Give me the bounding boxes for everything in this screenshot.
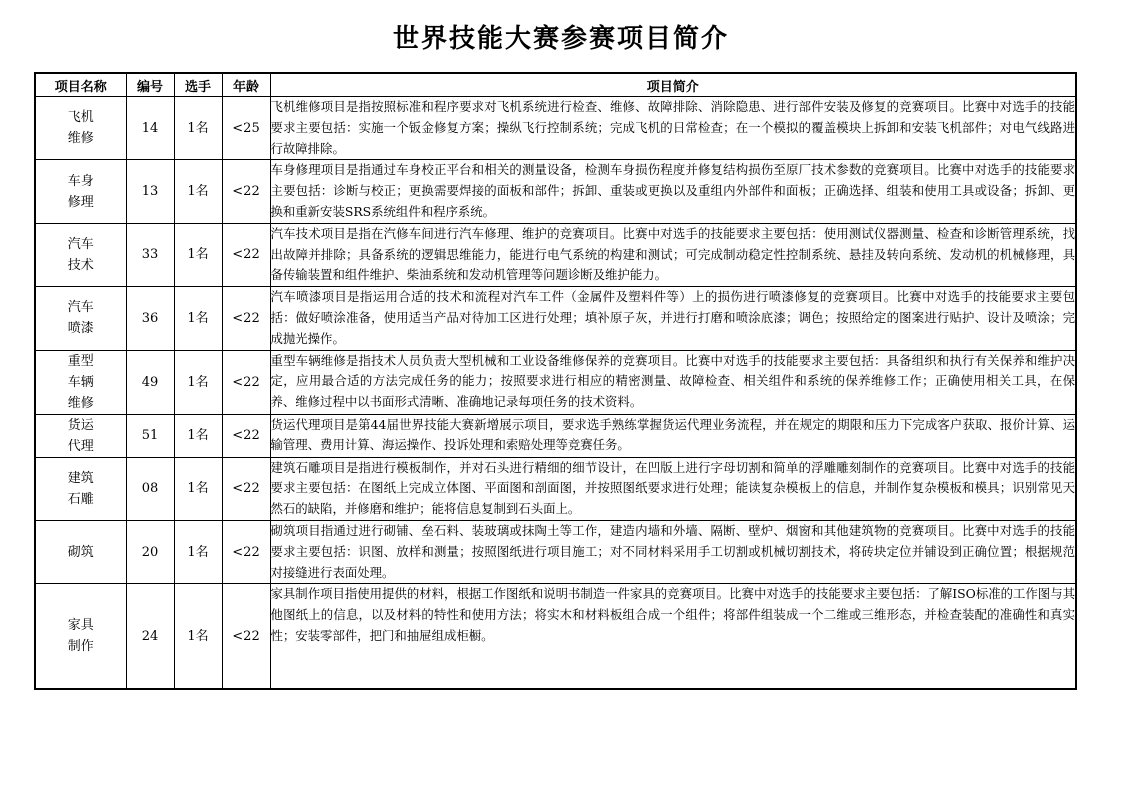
project-number: 49 <box>126 350 174 414</box>
project-name: 重型车辆维修 <box>67 353 94 411</box>
project-name: 汽车喷漆 <box>67 300 94 337</box>
project-description: 车身修理项目是指通过车身校正平台和相关的测量设备，检测车身损伤程度并修复结构损伤至原厂技术参数的竞赛项目。比赛中对选手的技能要求主要包括：诊断与校正；更换需要焊接的面板和部件；拆卸、重装或更换以及重组内外部件和面板；正确选择、组装和使用工具或设备；拆卸、更换和重新安装SRS系统组件和程序系统。 <box>270 160 1076 223</box>
header-description: 项目简介 <box>270 73 1076 97</box>
project-name-cell <box>35 350 126 414</box>
table-row <box>35 520 1076 583</box>
project-name: 车身修理 <box>67 173 94 210</box>
header-age: 年龄 <box>222 73 270 97</box>
project-name: 建筑石雕 <box>67 470 94 507</box>
age-limit: <22 <box>222 414 270 457</box>
age-limit: <22 <box>222 223 270 286</box>
competitor-count: 1名 <box>174 520 222 583</box>
project-description: 飞机维修项目是指按照标准和程序要求对飞机系统进行检查、维修、故障排除、消除隐患、进行部件安装及修复的竞赛项目。比赛中对选手的技能要求主要包括：实施一个钣金修复方案；操纵飞行控制系统；完成飞机的日常检查；在一个模拟的覆盖模块上拆卸和安装飞机部件；对电气线路进行故障排除。 <box>270 97 1076 160</box>
project-number: 14 <box>126 97 174 160</box>
header-name: 项目名称 <box>35 73 126 97</box>
header-number: 编号 <box>126 73 174 97</box>
table-row <box>35 457 1076 520</box>
age-limit: <22 <box>222 457 270 520</box>
project-name-cell <box>35 457 126 520</box>
age-limit: <22 <box>222 287 270 350</box>
project-name: 汽车技术 <box>67 236 94 273</box>
table-row <box>35 584 1076 689</box>
table-row <box>35 97 1076 160</box>
competitor-count: 1名 <box>174 584 222 689</box>
header-competitors: 选手 <box>174 73 222 97</box>
age-limit: <22 <box>222 350 270 414</box>
age-limit: <25 <box>222 97 270 160</box>
project-description: 汽车喷漆项目是指运用合适的技术和流程对汽车工件（金属件及塑料件等）上的损伤进行喷漆修复的竞赛项目。比赛中对选手的技能要求主要包括：做好喷涂准备，使用适当产品对待加工区进行处理；填补原子灰，并进行打磨和喷涂底漆；调色；按照给定的图案进行贴护、设计及喷涂；完成抛光操作。 <box>270 287 1076 350</box>
project-description: 重型车辆维修是指技术人员负责大型机械和工业设备维修保养的竞赛项目。比赛中对选手的技能要求主要包括：具备组织和执行有关保养和维护决定，应用最合适的方法完成任务的能力；按照要求进行相应的精密测量、故障检查、相关组件和系统的保养维修工作；正确使用相关工具，在保养、维修过程中以书面形式清晰、准确地记录每项任务的技术资料。 <box>270 350 1076 414</box>
project-number: 13 <box>126 160 174 223</box>
project-number: 24 <box>126 584 174 689</box>
project-number: 20 <box>126 520 174 583</box>
project-number: 33 <box>126 223 174 286</box>
project-name-cell <box>35 520 126 583</box>
project-name-cell <box>35 414 126 457</box>
skills-table <box>34 72 1077 690</box>
project-name: 飞机维修 <box>67 110 94 147</box>
project-name-cell <box>35 160 126 223</box>
table-row <box>35 350 1076 414</box>
project-number: 51 <box>126 414 174 457</box>
competitor-count: 1名 <box>174 160 222 223</box>
page-title: 世界技能大赛参赛项目简介 <box>392 24 729 54</box>
age-limit: <22 <box>222 584 270 689</box>
competitor-count: 1名 <box>174 350 222 414</box>
table-row <box>35 287 1076 350</box>
competitor-count: 1名 <box>174 223 222 286</box>
project-number: 36 <box>126 287 174 350</box>
project-description: 货运代理项目是第44届世界技能大赛新增展示项目，要求选手熟练掌握货运代理业务流程，并在规定的期限和压力下完成客户获取、报价计算、运输管理、费用计算、海运操作、投诉处理和索赔处理等竞赛任务。 <box>270 414 1076 457</box>
project-name: 货运代理 <box>67 417 94 454</box>
table-header-row <box>35 73 1076 97</box>
age-limit: <22 <box>222 520 270 583</box>
project-name-cell <box>35 223 126 286</box>
table-row <box>35 414 1076 457</box>
project-name-cell <box>35 584 126 689</box>
project-name-cell <box>35 97 126 160</box>
project-description: 建筑石雕项目是指进行模板制作，并对石头进行精细的细节设计，在凹版上进行字母切割和简单的浮雕雕刻制作的竞赛项目。比赛中对选手的技能要求主要包括：在图纸上完成立体图、平面图和剖面图，并按照图纸要求进行处理；能读复杂模板上的信息，并制作复杂模板和模具；识别常见天然石的缺陷，并修磨和维护；能将信息复制到石头面上。 <box>270 457 1076 520</box>
competitor-count: 1名 <box>174 414 222 457</box>
table-row <box>35 160 1076 223</box>
competitor-count: 1名 <box>174 457 222 520</box>
project-description: 家具制作项目指使用提供的材料，根据工作图纸和说明书制造一件家具的竞赛项目。比赛中对选手的技能要求主要包括：了解ISO标准的工作图与其他图纸上的信息，以及材料的特性和使用方法；将实木和材料板组合成一个组件；将部件组装成一个二维或三维形态，并检查装配的准确性和真实性；安装零部件，把门和抽屉组成柜橱。 <box>270 584 1076 689</box>
project-name-cell <box>35 287 126 350</box>
competitor-count: 1名 <box>174 97 222 160</box>
table-row <box>35 223 1076 286</box>
project-number: 08 <box>126 457 174 520</box>
project-name: 家具制作 <box>67 618 94 655</box>
project-description: 砌筑项目指通过进行砌铺、垒石料、装玻璃或抹陶土等工作，建造内墙和外墙、隔断、壁炉、烟窗和其他建筑物的竞赛项目。比赛中对选手的技能要求主要包括：识图、放样和测量；按照图纸进行项目施工；对不同材料采用手工切割或机械切割技术，将砖块定位并铺设到正确位置；根据规范对接缝进行表面处理。 <box>270 520 1076 583</box>
project-name: 砌筑 <box>67 544 94 560</box>
project-description: 汽车技术项目是指在汽修车间进行汽车修理、维护的竞赛项目。比赛中对选手的技能要求主要包括：使用测试仪器测量、检查和诊断管理系统，找出故障并排除；具备系统的逻辑思维能力，能进行电气系统的构建和测试；可完成制动稳定性控制系统、悬挂及转向系统、发动机的机械修理，具备传输装置和组件维护、柴油系统和发动机管理等问题诊断及维护能力。 <box>270 223 1076 286</box>
competitor-count: 1名 <box>174 287 222 350</box>
age-limit: <22 <box>222 160 270 223</box>
